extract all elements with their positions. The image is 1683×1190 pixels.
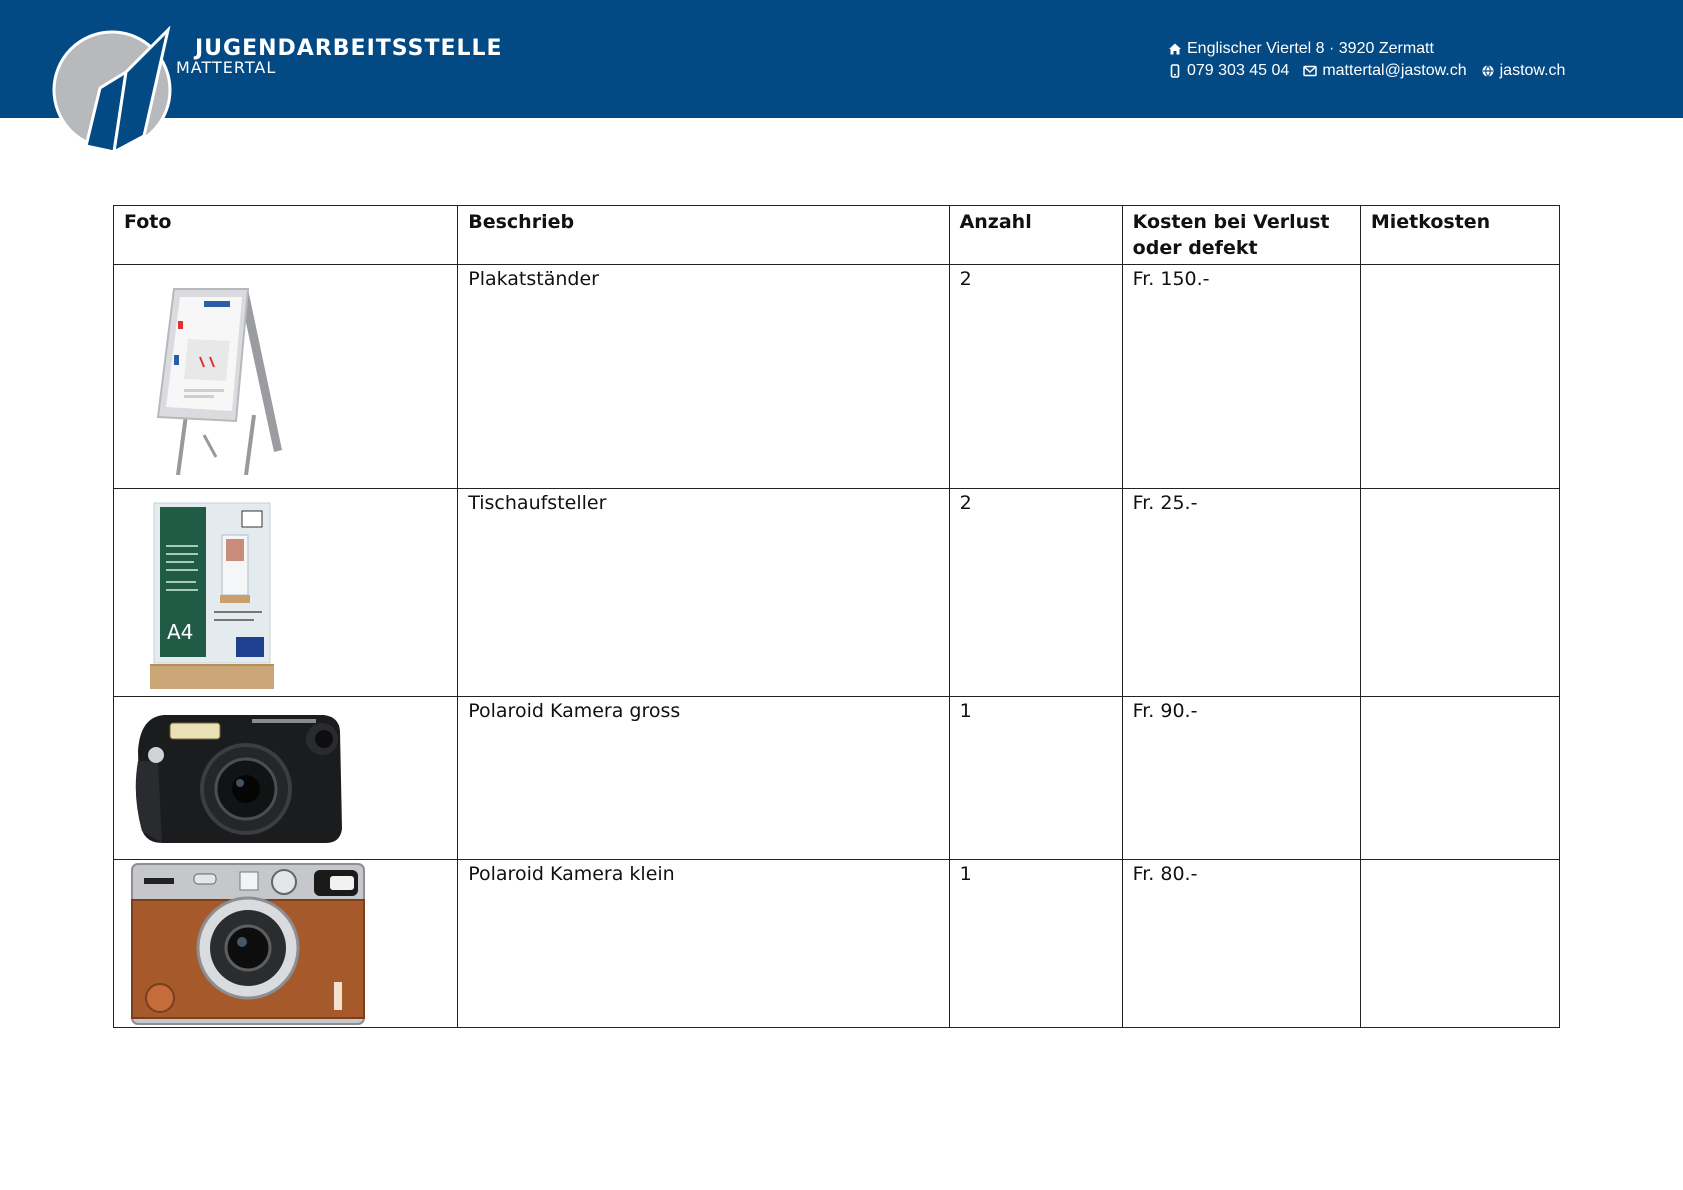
col-header-anzahl: Anzahl — [949, 206, 1122, 265]
address-text: Englischer Viertel 8 · 3920 Zermatt — [1187, 40, 1434, 57]
instant-camera-small-image — [130, 862, 366, 1026]
photo-cell — [114, 265, 458, 489]
item-description: Polaroid Kamera klein — [458, 860, 949, 1028]
globe-icon — [1481, 64, 1495, 78]
phone-text[interactable]: 079 303 45 04 — [1187, 62, 1290, 79]
instant-camera-large-image — [134, 711, 360, 847]
item-replacement-cost: Fr. 80.- — [1122, 860, 1360, 1028]
contact-block — [1168, 38, 1565, 82]
photo-cell — [114, 860, 458, 1028]
home-icon — [1168, 42, 1182, 56]
table-row — [114, 265, 1560, 489]
item-rental-cost — [1360, 265, 1559, 489]
col-header-kosten: Kosten bei Verlust oder defekt — [1122, 206, 1360, 265]
org-region: MATTERTAL — [176, 58, 277, 77]
phone-icon — [1168, 64, 1182, 78]
item-description: Tischaufsteller — [458, 489, 949, 697]
item-quantity: 2 — [949, 265, 1122, 489]
poster-stand-image — [144, 285, 294, 475]
item-description: Plakatständer — [458, 265, 949, 489]
item-replacement-cost: Fr. 150.- — [1122, 265, 1360, 489]
item-quantity: 1 — [949, 860, 1122, 1028]
item-replacement-cost: Fr. 90.- — [1122, 697, 1360, 860]
item-replacement-cost: Fr. 25.- — [1122, 489, 1360, 697]
item-quantity: 1 — [949, 697, 1122, 860]
item-quantity: 2 — [949, 489, 1122, 697]
photo-cell — [114, 489, 458, 697]
col-header-foto: Foto — [114, 206, 458, 265]
email-link[interactable]: mattertal@jastow.ch — [1322, 62, 1467, 79]
table-row — [114, 860, 1560, 1028]
page-header — [0, 0, 1683, 118]
org-name: JUGENDARBEITSSTELLE — [195, 36, 503, 61]
table-row — [114, 697, 1560, 860]
item-rental-cost — [1360, 697, 1559, 860]
item-rental-cost — [1360, 860, 1559, 1028]
rental-items-table — [113, 205, 1560, 1028]
mail-icon — [1303, 64, 1317, 78]
svg-text:A4: A4 — [167, 620, 194, 644]
col-header-beschrieb: Beschrieb — [458, 206, 949, 265]
table-display-image — [150, 501, 278, 691]
website-link[interactable]: jastow.ch — [1499, 62, 1566, 79]
col-header-miete: Mietkosten — [1360, 206, 1559, 265]
jugendarbeitsstelle-logo — [52, 26, 182, 156]
item-description: Polaroid Kamera gross — [458, 697, 949, 860]
item-rental-cost — [1360, 489, 1559, 697]
table-header-row — [114, 206, 1560, 265]
photo-cell — [114, 697, 458, 860]
table-row — [114, 489, 1560, 697]
